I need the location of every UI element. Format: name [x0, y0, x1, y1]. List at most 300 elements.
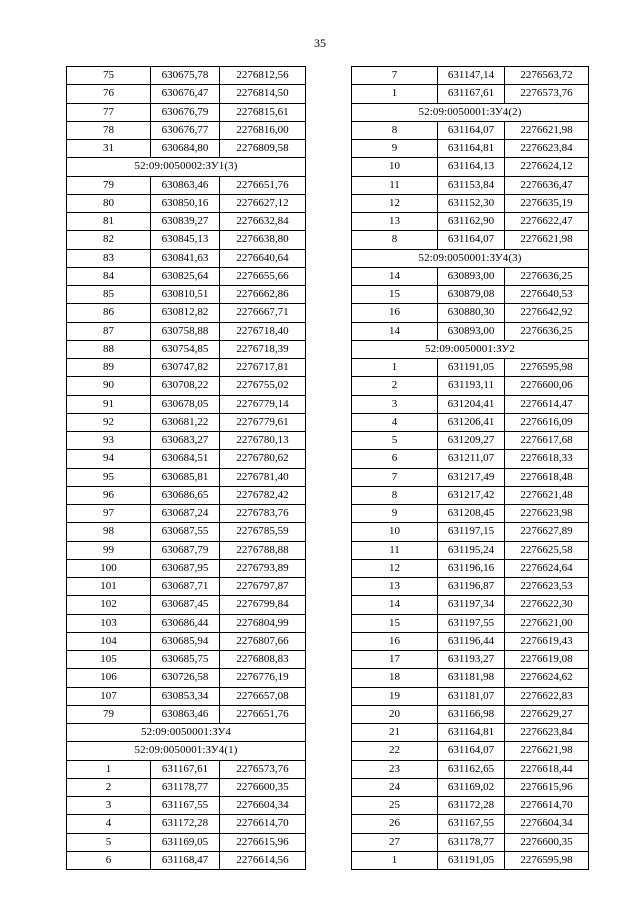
- y-coordinate-cell: 2276618,33: [505, 450, 589, 468]
- coordinate-row: [67, 267, 306, 285]
- coordinate-row: [352, 596, 589, 614]
- point-number-cell: 92: [67, 413, 151, 431]
- y-coordinate-cell: 2276809,58: [220, 140, 306, 158]
- y-coordinate-cell: 2276627,12: [220, 194, 306, 212]
- x-coordinate-cell: 631164,07: [438, 121, 505, 139]
- coordinate-row: [67, 596, 306, 614]
- x-coordinate-cell: 631209,27: [438, 432, 505, 450]
- coordinate-row: [67, 340, 306, 358]
- point-number-cell: 8: [352, 486, 438, 504]
- point-number-cell: 81: [67, 213, 151, 231]
- y-coordinate-cell: 2276636,47: [505, 176, 589, 194]
- y-coordinate-cell: 2276623,53: [505, 578, 589, 596]
- y-coordinate-cell: 2276622,30: [505, 596, 589, 614]
- y-coordinate-cell: 2276799,84: [220, 596, 306, 614]
- point-number-cell: 2: [352, 377, 438, 395]
- y-coordinate-cell: 2276651,76: [220, 705, 306, 723]
- y-coordinate-cell: 2276616,09: [505, 413, 589, 431]
- y-coordinate-cell: 2276814,50: [220, 85, 306, 103]
- point-number-cell: 11: [352, 176, 438, 194]
- coordinate-row: [352, 669, 589, 687]
- coordinate-row: [67, 687, 306, 705]
- y-coordinate-cell: 2276600,35: [505, 833, 589, 851]
- coordinate-row: [352, 705, 589, 723]
- y-coordinate-cell: 2276667,71: [220, 304, 306, 322]
- coordinate-row: [352, 797, 589, 815]
- point-number-cell: 24: [352, 778, 438, 796]
- point-number-cell: 20: [352, 705, 438, 723]
- coordinate-row: [352, 632, 589, 650]
- y-coordinate-cell: 2276621,00: [505, 614, 589, 632]
- coordinate-row: [67, 304, 306, 322]
- parcel-cadastral-number: 52:09:0050002:ЗУ1(3): [67, 158, 306, 176]
- y-coordinate-cell: 2276623,84: [505, 140, 589, 158]
- coordinate-row: [67, 213, 306, 231]
- coordinate-row: [67, 413, 306, 431]
- coordinate-row: [67, 614, 306, 632]
- section-header-row: [67, 742, 306, 760]
- x-coordinate-cell: 630726,58: [151, 669, 220, 687]
- y-coordinate-cell: 2276797,87: [220, 578, 306, 596]
- x-coordinate-cell: 630687,95: [151, 559, 220, 577]
- coordinates-table-right: [351, 66, 589, 870]
- coordinate-row: [352, 760, 589, 778]
- x-coordinate-cell: 631197,15: [438, 523, 505, 541]
- point-number-cell: 90: [67, 377, 151, 395]
- x-coordinate-cell: 630683,27: [151, 432, 220, 450]
- page-number: 35: [314, 36, 326, 50]
- point-number-cell: 102: [67, 596, 151, 614]
- y-coordinate-cell: 2276636,25: [505, 322, 589, 340]
- y-coordinate-cell: 2276573,76: [220, 760, 306, 778]
- point-number-cell: 100: [67, 559, 151, 577]
- y-coordinate-cell: 2276621,98: [505, 742, 589, 760]
- x-coordinate-cell: 630681,22: [151, 413, 220, 431]
- point-number-cell: 16: [352, 304, 438, 322]
- point-number-cell: 1: [352, 851, 438, 869]
- point-number-cell: 25: [352, 797, 438, 815]
- y-coordinate-cell: 2276788,88: [220, 541, 306, 559]
- x-coordinate-cell: 631217,42: [438, 486, 505, 504]
- y-coordinate-cell: 2276619,08: [505, 651, 589, 669]
- x-coordinate-cell: 631217,49: [438, 468, 505, 486]
- x-coordinate-cell: 630708,22: [151, 377, 220, 395]
- x-coordinate-cell: 631181,07: [438, 687, 505, 705]
- x-coordinate-cell: 631169,02: [438, 778, 505, 796]
- point-number-cell: 76: [67, 85, 151, 103]
- coordinate-row: [352, 85, 589, 103]
- point-number-cell: 10: [352, 158, 438, 176]
- coordinate-row: [67, 140, 306, 158]
- coordinate-row: [67, 450, 306, 468]
- y-coordinate-cell: 2276621,48: [505, 486, 589, 504]
- section-header-row: [352, 249, 589, 267]
- coordinate-row: [67, 103, 306, 121]
- x-coordinate-cell: 630676,79: [151, 103, 220, 121]
- y-coordinate-cell: 2276718,40: [220, 322, 306, 340]
- y-coordinate-cell: 2276629,27: [505, 705, 589, 723]
- y-coordinate-cell: 2276595,98: [505, 359, 589, 377]
- coordinate-row: [67, 231, 306, 249]
- y-coordinate-cell: 2276614,70: [220, 815, 306, 833]
- coordinate-row: [67, 249, 306, 267]
- x-coordinate-cell: 630687,79: [151, 541, 220, 559]
- coordinate-row: [352, 614, 589, 632]
- x-coordinate-cell: 630841,63: [151, 249, 220, 267]
- x-coordinate-cell: 631193,27: [438, 651, 505, 669]
- parcel-cadastral-number: 52:09:0050001:ЗУ2: [352, 340, 589, 358]
- coordinate-row: [352, 541, 589, 559]
- coordinate-row: [352, 833, 589, 851]
- x-coordinate-cell: 630810,51: [151, 286, 220, 304]
- coordinate-row: [67, 760, 306, 778]
- coordinate-row: [67, 468, 306, 486]
- point-number-cell: 89: [67, 359, 151, 377]
- x-coordinate-cell: 631162,65: [438, 760, 505, 778]
- y-coordinate-cell: 2276780,13: [220, 432, 306, 450]
- x-coordinate-cell: 631167,55: [151, 797, 220, 815]
- x-coordinate-cell: 631197,55: [438, 614, 505, 632]
- y-coordinate-cell: 2276804,99: [220, 614, 306, 632]
- x-coordinate-cell: 630686,44: [151, 614, 220, 632]
- coordinate-row: [352, 851, 589, 869]
- point-number-cell: 107: [67, 687, 151, 705]
- x-coordinate-cell: 630678,05: [151, 395, 220, 413]
- y-coordinate-cell: 2276624,62: [505, 669, 589, 687]
- y-coordinate-cell: 2276755,02: [220, 377, 306, 395]
- y-coordinate-cell: 2276657,08: [220, 687, 306, 705]
- x-coordinate-cell: 630845,13: [151, 231, 220, 249]
- y-coordinate-cell: 2276632,84: [220, 213, 306, 231]
- x-coordinate-cell: 631164,81: [438, 724, 505, 742]
- coordinate-row: [67, 833, 306, 851]
- coordinate-row: [352, 724, 589, 742]
- point-number-cell: 23: [352, 760, 438, 778]
- point-number-cell: 80: [67, 194, 151, 212]
- x-coordinate-cell: 631181,98: [438, 669, 505, 687]
- coordinate-row: [352, 158, 589, 176]
- parcel-cadastral-number: 52:09:0050001:ЗУ4(1): [67, 742, 306, 760]
- coordinate-row: [352, 231, 589, 249]
- y-coordinate-cell: 2276717,81: [220, 359, 306, 377]
- coordinate-row: [67, 541, 306, 559]
- x-coordinate-cell: 631172,28: [438, 797, 505, 815]
- coordinate-row: [352, 450, 589, 468]
- y-coordinate-cell: 2276621,98: [505, 231, 589, 249]
- x-coordinate-cell: 630684,80: [151, 140, 220, 158]
- point-number-cell: 17: [352, 651, 438, 669]
- point-number-cell: 101: [67, 578, 151, 596]
- x-coordinate-cell: 631152,30: [438, 194, 505, 212]
- coordinate-row: [67, 67, 306, 85]
- point-number-cell: 8: [352, 121, 438, 139]
- point-number-cell: 84: [67, 267, 151, 285]
- coordinate-row: [67, 851, 306, 869]
- y-coordinate-cell: 2276655,66: [220, 267, 306, 285]
- point-number-cell: 3: [352, 395, 438, 413]
- coordinate-row: [67, 486, 306, 504]
- x-coordinate-cell: 630839,27: [151, 213, 220, 231]
- section-header-row: [67, 724, 306, 742]
- coordinate-row: [352, 121, 589, 139]
- point-number-cell: 78: [67, 121, 151, 139]
- point-number-cell: 87: [67, 322, 151, 340]
- x-coordinate-cell: 630687,45: [151, 596, 220, 614]
- x-coordinate-cell: 630675,78: [151, 67, 220, 85]
- y-coordinate-cell: 2276600,35: [220, 778, 306, 796]
- x-coordinate-cell: 631172,28: [151, 815, 220, 833]
- x-coordinate-cell: 631193,11: [438, 377, 505, 395]
- x-coordinate-cell: 631196,16: [438, 559, 505, 577]
- point-number-cell: 91: [67, 395, 151, 413]
- x-coordinate-cell: 630747,82: [151, 359, 220, 377]
- x-coordinate-cell: 630687,55: [151, 523, 220, 541]
- coordinate-row: [352, 395, 589, 413]
- coordinate-row: [352, 468, 589, 486]
- x-coordinate-cell: 630676,77: [151, 121, 220, 139]
- point-number-cell: 79: [67, 705, 151, 723]
- coordinate-row: [352, 578, 589, 596]
- y-coordinate-cell: 2276776,19: [220, 669, 306, 687]
- coordinate-row: [67, 194, 306, 212]
- x-coordinate-cell: 631164,81: [438, 140, 505, 158]
- point-number-cell: 106: [67, 669, 151, 687]
- coordinate-row: [67, 705, 306, 723]
- point-number-cell: 104: [67, 632, 151, 650]
- coordinate-row: [352, 687, 589, 705]
- point-number-cell: 13: [352, 213, 438, 231]
- x-coordinate-cell: 630825,64: [151, 267, 220, 285]
- coordinate-row: [67, 322, 306, 340]
- coordinate-row: [67, 85, 306, 103]
- point-number-cell: 15: [352, 614, 438, 632]
- point-number-cell: 94: [67, 450, 151, 468]
- point-number-cell: 1: [352, 359, 438, 377]
- point-number-cell: 8: [352, 231, 438, 249]
- y-coordinate-cell: 2276807,66: [220, 632, 306, 650]
- point-number-cell: 3: [67, 797, 151, 815]
- y-coordinate-cell: 2276793,89: [220, 559, 306, 577]
- point-number-cell: 105: [67, 651, 151, 669]
- y-coordinate-cell: 2276604,34: [505, 815, 589, 833]
- y-coordinate-cell: 2276638,80: [220, 231, 306, 249]
- point-number-cell: 11: [352, 541, 438, 559]
- coordinate-row: [352, 523, 589, 541]
- coordinates-table-left: [66, 66, 306, 870]
- point-number-cell: 7: [352, 67, 438, 85]
- point-number-cell: 31: [67, 140, 151, 158]
- coordinate-row: [352, 413, 589, 431]
- x-coordinate-cell: 630686,65: [151, 486, 220, 504]
- y-coordinate-cell: 2276779,61: [220, 413, 306, 431]
- y-coordinate-cell: 2276615,96: [505, 778, 589, 796]
- coordinate-row: [67, 669, 306, 687]
- x-coordinate-cell: 631147,14: [438, 67, 505, 85]
- y-coordinate-cell: 2276573,76: [505, 85, 589, 103]
- coordinate-row: [352, 213, 589, 231]
- point-number-cell: 22: [352, 742, 438, 760]
- y-coordinate-cell: 2276635,19: [505, 194, 589, 212]
- point-number-cell: 27: [352, 833, 438, 851]
- x-coordinate-cell: 630685,75: [151, 651, 220, 669]
- parcel-cadastral-number: 52:09:0050001:ЗУ4(2): [352, 103, 589, 121]
- point-number-cell: 1: [67, 760, 151, 778]
- y-coordinate-cell: 2276622,47: [505, 213, 589, 231]
- y-coordinate-cell: 2276783,76: [220, 505, 306, 523]
- point-number-cell: 15: [352, 286, 438, 304]
- point-number-cell: 88: [67, 340, 151, 358]
- point-number-cell: 19: [352, 687, 438, 705]
- point-number-cell: 75: [67, 67, 151, 85]
- parcel-cadastral-number: 52:09:0050001:ЗУ4: [67, 724, 306, 742]
- x-coordinate-cell: 631164,07: [438, 231, 505, 249]
- x-coordinate-cell: 631167,61: [438, 85, 505, 103]
- x-coordinate-cell: 630893,00: [438, 322, 505, 340]
- y-coordinate-cell: 2276779,14: [220, 395, 306, 413]
- y-coordinate-cell: 2276595,98: [505, 851, 589, 869]
- coordinate-row: [352, 194, 589, 212]
- x-coordinate-cell: 631178,77: [438, 833, 505, 851]
- coordinate-row: [352, 267, 589, 285]
- x-coordinate-cell: 631169,05: [151, 833, 220, 851]
- point-number-cell: 21: [352, 724, 438, 742]
- y-coordinate-cell: 2276640,53: [505, 286, 589, 304]
- section-header-row: [352, 103, 589, 121]
- x-coordinate-cell: 631167,61: [151, 760, 220, 778]
- x-coordinate-cell: 631164,13: [438, 158, 505, 176]
- coordinate-row: [352, 651, 589, 669]
- coordinate-row: [67, 359, 306, 377]
- coordinate-row: [67, 578, 306, 596]
- x-coordinate-cell: 631196,44: [438, 632, 505, 650]
- y-coordinate-cell: 2276604,34: [220, 797, 306, 815]
- y-coordinate-cell: 2276782,42: [220, 486, 306, 504]
- x-coordinate-cell: 631206,41: [438, 413, 505, 431]
- x-coordinate-cell: 630685,94: [151, 632, 220, 650]
- coordinate-row: [352, 815, 589, 833]
- coordinate-row: [67, 176, 306, 194]
- coordinate-row: [352, 559, 589, 577]
- point-number-cell: 6: [352, 450, 438, 468]
- point-number-cell: 82: [67, 231, 151, 249]
- point-number-cell: 86: [67, 304, 151, 322]
- point-number-cell: 77: [67, 103, 151, 121]
- x-coordinate-cell: 630879,08: [438, 286, 505, 304]
- point-number-cell: 93: [67, 432, 151, 450]
- coordinate-row: [67, 632, 306, 650]
- x-coordinate-cell: 630687,24: [151, 505, 220, 523]
- x-coordinate-cell: 630687,71: [151, 578, 220, 596]
- point-number-cell: 14: [352, 596, 438, 614]
- y-coordinate-cell: 2276780,62: [220, 450, 306, 468]
- coordinate-row: [67, 395, 306, 413]
- point-number-cell: 12: [352, 194, 438, 212]
- point-number-cell: 6: [67, 851, 151, 869]
- point-number-cell: 85: [67, 286, 151, 304]
- coordinate-row: [352, 176, 589, 194]
- coordinate-row: [352, 304, 589, 322]
- y-coordinate-cell: 2276619,43: [505, 632, 589, 650]
- x-coordinate-cell: 631166,98: [438, 705, 505, 723]
- coordinate-row: [67, 432, 306, 450]
- point-number-cell: 99: [67, 541, 151, 559]
- point-number-cell: 4: [67, 815, 151, 833]
- point-number-cell: 9: [352, 505, 438, 523]
- point-number-cell: 10: [352, 523, 438, 541]
- point-number-cell: 95: [67, 468, 151, 486]
- point-number-cell: 9: [352, 140, 438, 158]
- y-coordinate-cell: 2276625,58: [505, 541, 589, 559]
- coordinate-row: [352, 742, 589, 760]
- coordinate-row: [67, 815, 306, 833]
- point-number-cell: 96: [67, 486, 151, 504]
- point-number-cell: 26: [352, 815, 438, 833]
- x-coordinate-cell: 630685,81: [151, 468, 220, 486]
- x-coordinate-cell: 631168,47: [151, 851, 220, 869]
- coordinate-row: [67, 651, 306, 669]
- coordinate-row: [67, 286, 306, 304]
- coordinate-row: [352, 778, 589, 796]
- y-coordinate-cell: 2276621,98: [505, 121, 589, 139]
- coordinate-row: [67, 505, 306, 523]
- point-number-cell: 16: [352, 632, 438, 650]
- y-coordinate-cell: 2276618,44: [505, 760, 589, 778]
- point-number-cell: 18: [352, 669, 438, 687]
- coordinate-row: [67, 778, 306, 796]
- y-coordinate-cell: 2276615,96: [220, 833, 306, 851]
- y-coordinate-cell: 2276808,83: [220, 651, 306, 669]
- y-coordinate-cell: 2276624,12: [505, 158, 589, 176]
- y-coordinate-cell: 2276651,76: [220, 176, 306, 194]
- x-coordinate-cell: 630880,30: [438, 304, 505, 322]
- point-number-cell: 5: [67, 833, 151, 851]
- x-coordinate-cell: 631164,07: [438, 742, 505, 760]
- y-coordinate-cell: 2276600,06: [505, 377, 589, 395]
- coordinate-row: [352, 486, 589, 504]
- y-coordinate-cell: 2276642,92: [505, 304, 589, 322]
- coordinate-row: [352, 322, 589, 340]
- x-coordinate-cell: 630850,16: [151, 194, 220, 212]
- y-coordinate-cell: 2276623,84: [505, 724, 589, 742]
- x-coordinate-cell: 631162,90: [438, 213, 505, 231]
- y-coordinate-cell: 2276614,47: [505, 395, 589, 413]
- x-coordinate-cell: 631196,87: [438, 578, 505, 596]
- y-coordinate-cell: 2276718,39: [220, 340, 306, 358]
- point-number-cell: 14: [352, 322, 438, 340]
- x-coordinate-cell: 630863,46: [151, 705, 220, 723]
- coordinate-row: [352, 140, 589, 158]
- point-number-cell: 103: [67, 614, 151, 632]
- x-coordinate-cell: 630676,47: [151, 85, 220, 103]
- x-coordinate-cell: 630684,51: [151, 450, 220, 468]
- x-coordinate-cell: 631211,07: [438, 450, 505, 468]
- x-coordinate-cell: 630758,88: [151, 322, 220, 340]
- y-coordinate-cell: 2276785,59: [220, 523, 306, 541]
- x-coordinate-cell: 631191,05: [438, 359, 505, 377]
- y-coordinate-cell: 2276617,68: [505, 432, 589, 450]
- y-coordinate-cell: 2276815,61: [220, 103, 306, 121]
- point-number-cell: 13: [352, 578, 438, 596]
- y-coordinate-cell: 2276618,48: [505, 468, 589, 486]
- coordinate-row: [67, 121, 306, 139]
- coordinate-row: [67, 797, 306, 815]
- y-coordinate-cell: 2276812,56: [220, 67, 306, 85]
- coordinate-row: [352, 286, 589, 304]
- x-coordinate-cell: 631178,77: [151, 778, 220, 796]
- y-coordinate-cell: 2276636,25: [505, 267, 589, 285]
- y-coordinate-cell: 2276816,00: [220, 121, 306, 139]
- x-coordinate-cell: 631208,45: [438, 505, 505, 523]
